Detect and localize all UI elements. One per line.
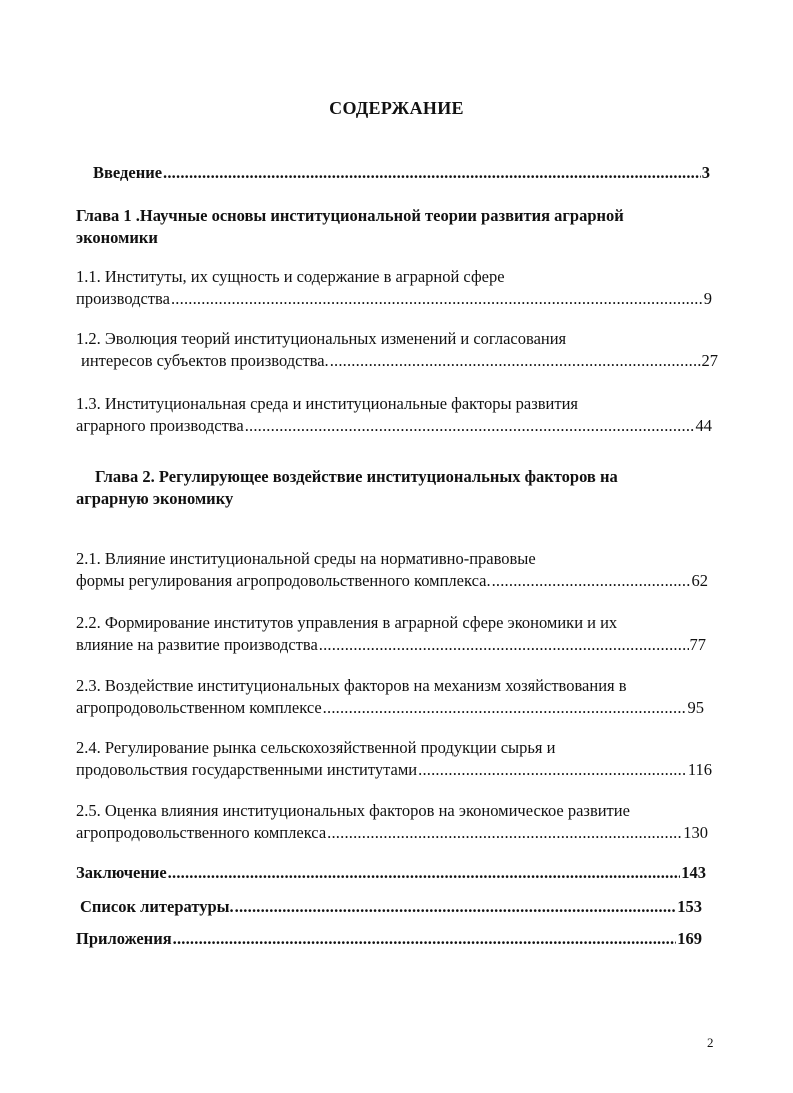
- toc-dots: [418, 760, 687, 780]
- toc-page: 116: [687, 760, 712, 779]
- toc-dots: [330, 351, 701, 371]
- toc-label: Список литературы.: [80, 897, 234, 916]
- toc-entry-2-5-line1: 2.5. Оценка влияния институциональных факторов на экономическое развитие: [76, 801, 630, 820]
- toc-label: формы регулирования агропродовольственного комплекса.: [76, 571, 491, 590]
- toc-entry-2-4-line1: 2.4. Регулирование рынка сельскохозяйственной продукции сырья и: [76, 738, 556, 757]
- toc-entry-2-2-line1: 2.2. Формирование институтов управления в аграрной сфере экономики и их: [76, 613, 618, 632]
- toc-entry-intro: [93, 163, 710, 183]
- toc-dots: [323, 698, 687, 718]
- toc-page: 130: [683, 823, 708, 842]
- page-title: СОДЕРЖАНИЕ: [329, 98, 464, 118]
- toc-entry-1-3-line1: 1.3. Институциональная среда и институциональные факторы развития: [76, 394, 579, 413]
- toc-entry-appendix: [76, 929, 702, 949]
- toc-label: влияние на развитие производства: [76, 635, 318, 654]
- toc-entry-1-1: [76, 289, 712, 309]
- toc-dots: [173, 929, 677, 949]
- toc-dots: [168, 863, 681, 883]
- toc-entry-1-1-line1: 1.1. Институты, их сущность и содержание в аграрной сфере: [76, 267, 505, 286]
- toc-entry-2-4: [76, 760, 712, 780]
- toc-dots: [319, 635, 689, 655]
- toc-page: 62: [691, 571, 708, 590]
- toc-entry-1-3: [76, 416, 712, 436]
- toc-dots: [327, 823, 682, 843]
- toc-dots: [171, 289, 703, 309]
- toc-label: агропродовольственном комплексе: [76, 698, 322, 717]
- toc-entry-1-2: [81, 351, 718, 371]
- toc-page: 77: [689, 635, 706, 654]
- chapter-1-heading-line1: Глава 1 .Научные основы институциональной теории развития аграрной: [76, 206, 624, 225]
- toc-label: агропродовольственного комплекса: [76, 823, 327, 842]
- toc-page: 3: [701, 163, 710, 182]
- page-number: 2: [707, 1035, 714, 1050]
- toc-entry-2-1: [76, 571, 708, 591]
- toc-entry-2-3: [76, 698, 704, 718]
- toc-dots: [163, 163, 701, 183]
- toc-label: производства: [76, 289, 170, 308]
- toc-label: аграрного производства: [76, 416, 244, 435]
- toc-page: 44: [695, 416, 712, 435]
- toc-dots: [245, 416, 695, 436]
- toc-page: 143: [681, 863, 706, 882]
- toc-dots: [492, 571, 691, 591]
- toc-page: 95: [687, 698, 704, 717]
- toc-page: 169: [677, 929, 702, 948]
- chapter-1-heading-line2: экономики: [76, 228, 158, 247]
- toc-page: 27: [701, 351, 718, 370]
- chapter-2-heading-line2: аграрную экономику: [76, 489, 234, 508]
- toc-label: интересов субъектов производства.: [81, 351, 329, 370]
- toc-label: Приложения: [76, 929, 172, 948]
- chapter-2-heading-line1: Глава 2. Регулирующее воздействие институциональных факторов на: [95, 467, 618, 486]
- toc-entry-2-5: [76, 823, 708, 843]
- toc-dots: [235, 897, 677, 917]
- toc-label: продовольствия государственными институтами: [76, 760, 418, 779]
- toc-page: 9: [703, 289, 712, 308]
- toc-entry-2-2: [76, 635, 706, 655]
- toc-label: Заключение: [76, 863, 167, 882]
- toc-page: 153: [677, 897, 702, 916]
- toc-entry-2-3-line1: 2.3. Воздействие институциональных факторов на механизм хозяйствования в: [76, 676, 627, 695]
- toc-entry-1-2-line1: 1.2. Эволюция теорий институциональных изменений и согласования: [76, 329, 567, 348]
- toc-label: Введение: [93, 163, 163, 182]
- toc-entry-conclusion: [76, 863, 706, 883]
- toc-entry-2-1-line1: 2.1. Влияние институциональной среды на нормативно-правовые: [76, 549, 536, 568]
- toc-entry-references: [80, 897, 702, 917]
